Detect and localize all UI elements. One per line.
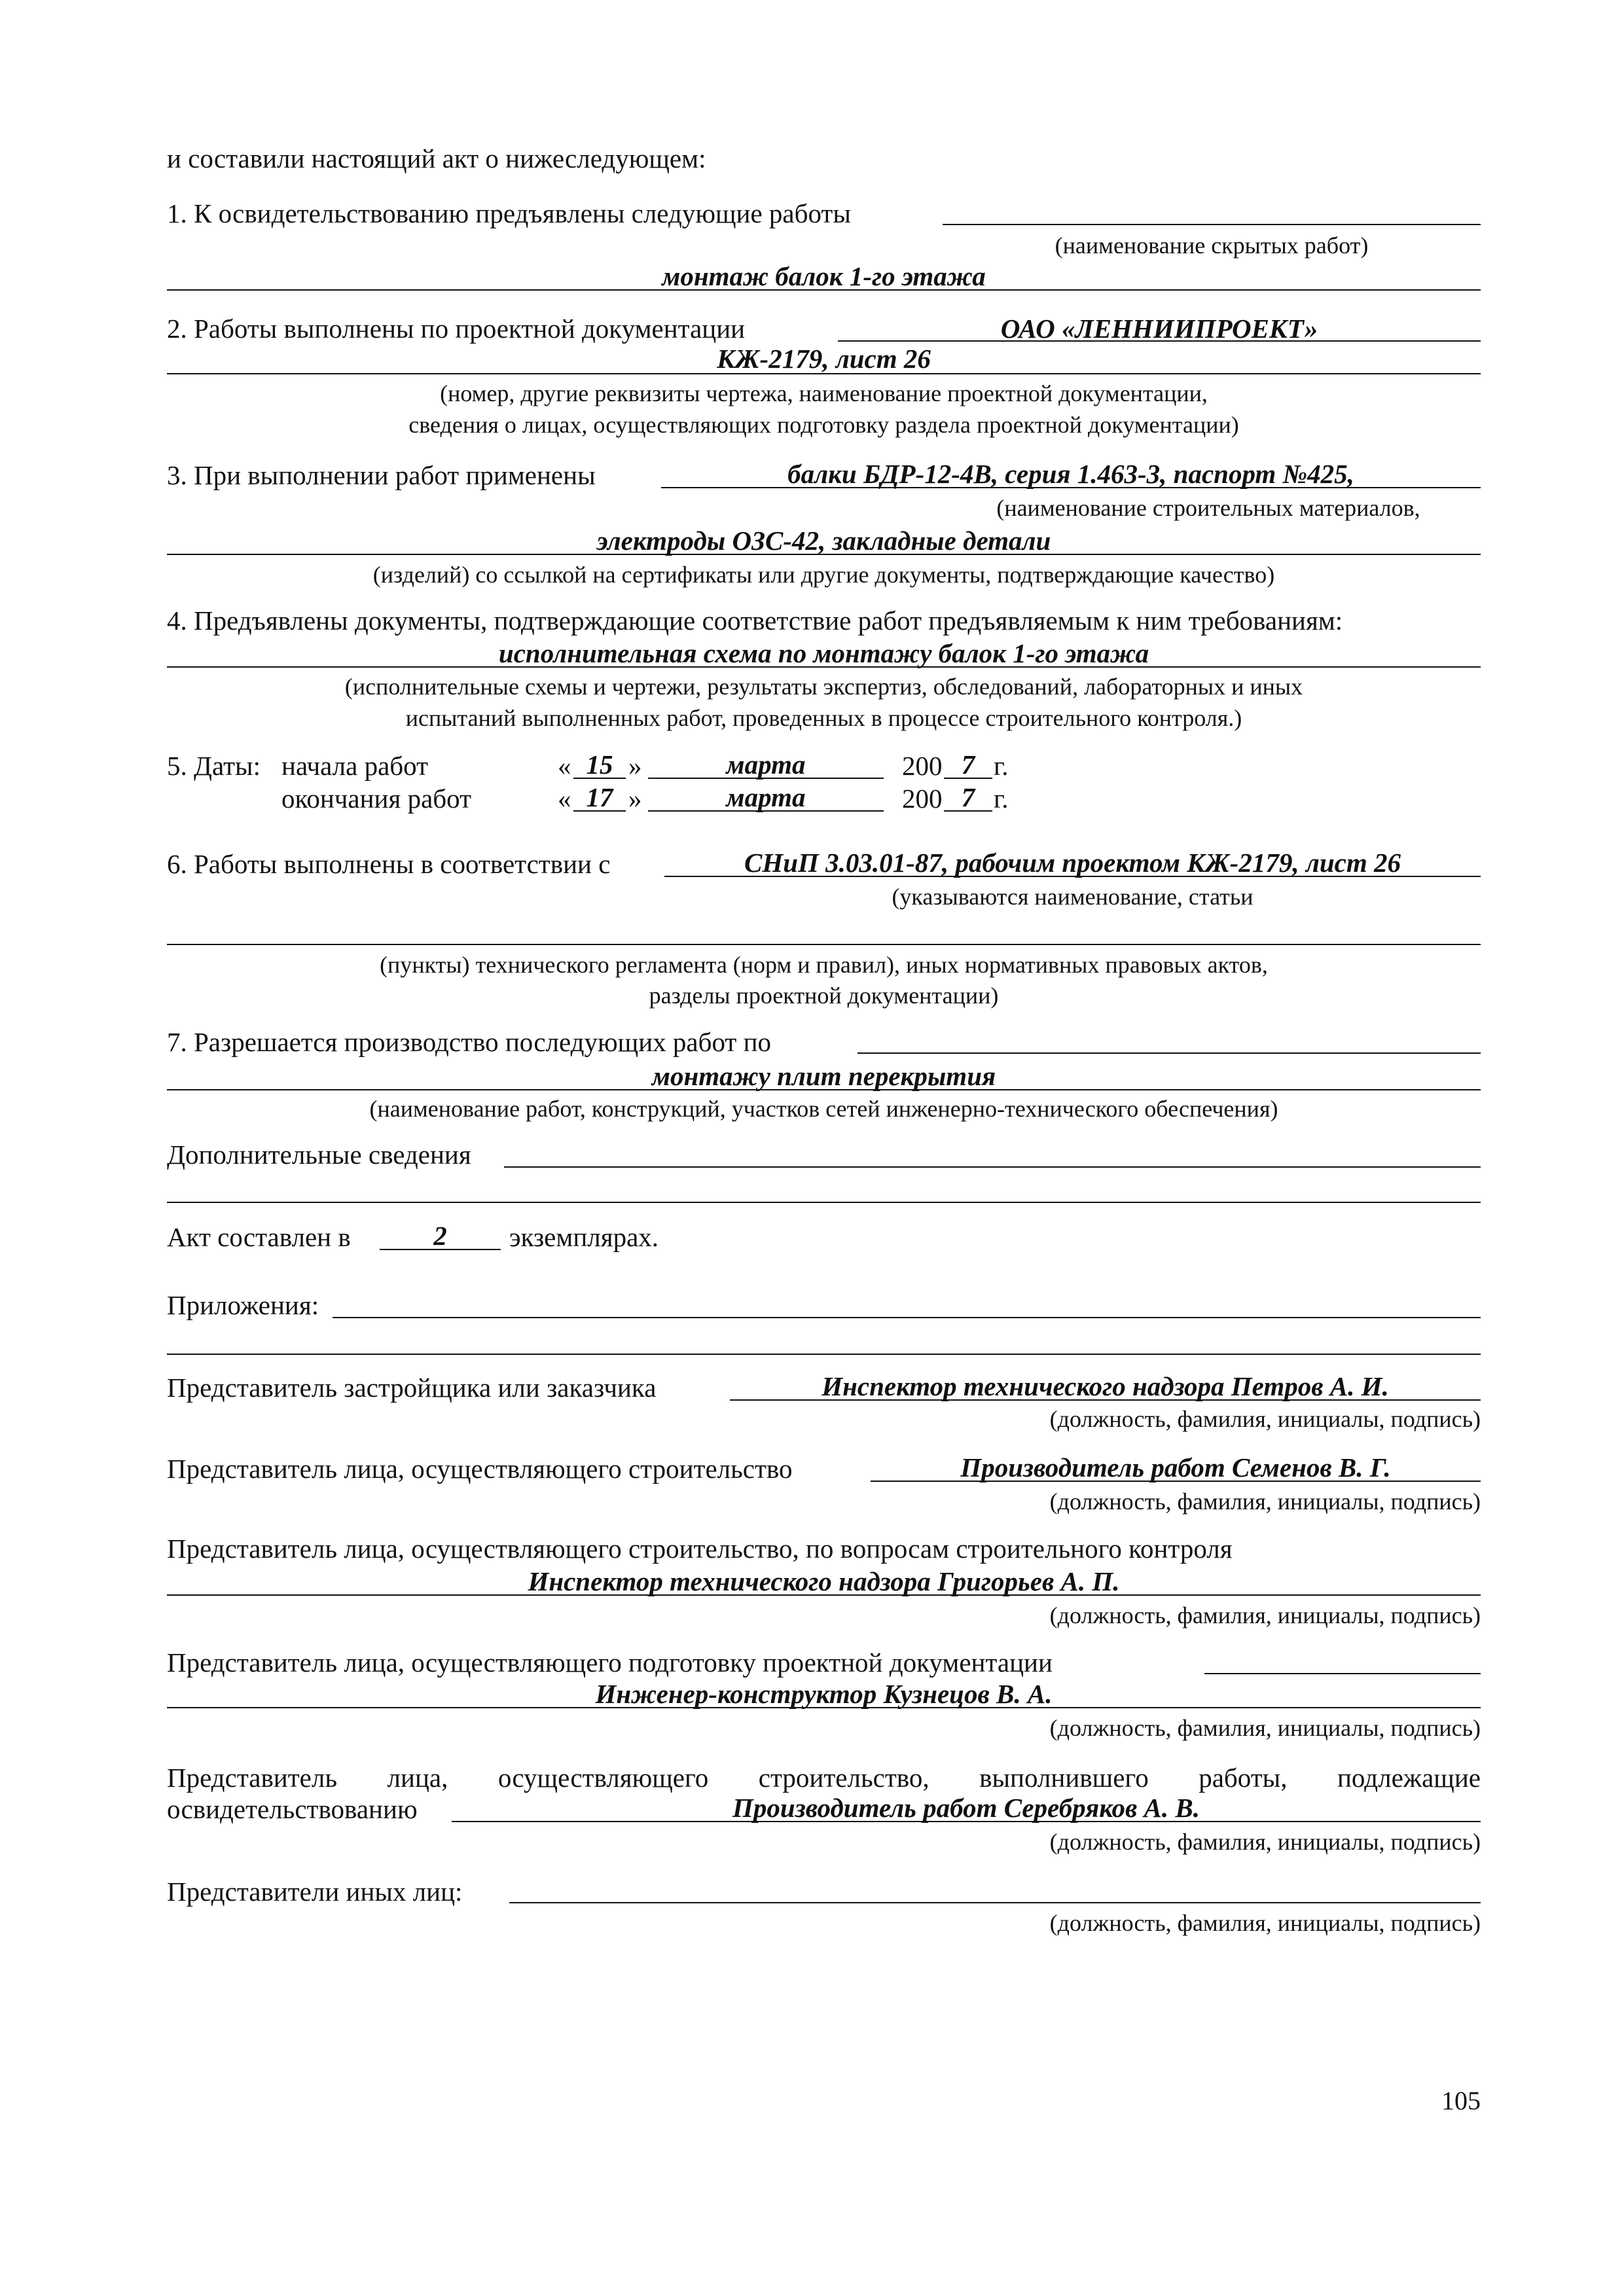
s3-caption-2: (изделий) со ссылкой на сертификаты или другие документы, подтверждающие качество)	[372, 562, 1275, 588]
rep-builder-label: Представитель лица, осуществляющего строительство	[167, 1454, 793, 1484]
rep-design-caption: (должность, фамилия, инициалы, подпись)	[1049, 1715, 1481, 1741]
copies-line	[380, 1249, 501, 1250]
s6-value: СНиП 3.03.01-87, рабочим проектом КЖ-2179, лист 26	[744, 848, 1401, 878]
s5-end-year-prefix: 200	[902, 783, 943, 814]
intro-text: и составили настоящий акт о нижеследующем:	[167, 143, 706, 173]
additional-line-1	[504, 1166, 1481, 1168]
s5-start-day-line	[573, 778, 626, 779]
s5-end-day-line	[573, 810, 626, 812]
s7-label: 7. Разрешается производство последующих работ по	[167, 1027, 772, 1057]
rep-builder-value: Производитель работ Семенов В. Г.	[960, 1452, 1391, 1482]
attachments-line-1	[333, 1317, 1481, 1318]
rep-performer-label-1: Представитель лица, осуществляющего строительство, выполнившего работы, подлежащие	[167, 1763, 1481, 1793]
s5-end-month-line	[648, 810, 884, 812]
s6-caption-2: (пункты) технического регламента (норм и правил), иных нормативных правовых актов,	[380, 952, 1268, 978]
s1-caption: (наименование скрытых работ)	[1055, 232, 1369, 259]
rep-performer-caption: (должность, фамилия, инициалы, подпись)	[1049, 1829, 1481, 1855]
rep-customer-line	[730, 1399, 1481, 1401]
s5-end-open-quote: «	[558, 783, 571, 814]
s5-start-year-prefix: 200	[902, 751, 943, 781]
rep-performer-line	[452, 1821, 1481, 1822]
s5-end-year-line	[944, 810, 992, 812]
rep-control-caption: (должность, фамилия, инициалы, подпись)	[1049, 1602, 1481, 1628]
s2-line-2	[167, 373, 1481, 374]
s7-value: монтажу плит перекрытия	[651, 1061, 996, 1091]
s2-value-1: ОАО «ЛЕННИИПРОЕКТ»	[1000, 314, 1318, 344]
s1-line-2	[167, 289, 1481, 291]
rep-customer-label: Представитель застройщика или заказчика	[167, 1373, 657, 1403]
s5-start-label: начала работ	[281, 751, 429, 781]
s4-value: исполнительная схема по монтажу балок 1-го этажа	[498, 638, 1149, 668]
s6-label: 6. Работы выполнены в соответствии с	[167, 849, 611, 879]
s5-end-year: 7	[961, 782, 975, 812]
s5-start-day: 15	[586, 749, 613, 780]
s5-end-day: 17	[586, 782, 613, 812]
s3-line-1	[661, 487, 1481, 488]
s5-start-year-suffix: г.	[994, 751, 1009, 781]
copies-label-after: экземплярах.	[509, 1222, 659, 1252]
s6-caption-3: разделы проектной документации)	[649, 982, 999, 1009]
rep-customer-value: Инспектор технического надзора Петров А. И.	[821, 1371, 1389, 1401]
s2-label: 2. Работы выполнены по проектной документации	[167, 314, 746, 344]
s5-start-year-line	[944, 778, 992, 779]
s7-line-1	[857, 1052, 1481, 1054]
s5-start-year: 7	[961, 749, 975, 780]
s6-caption-1: (указываются наименование, статьи	[892, 884, 1254, 910]
s7-line-2	[167, 1089, 1481, 1090]
additional-label: Дополнительные сведения	[167, 1140, 471, 1170]
s6-line-2	[167, 944, 1481, 945]
rep-design-label: Представитель лица, осуществляющего подготовку проектной документации	[167, 1647, 1053, 1678]
rep-builder-line	[871, 1481, 1481, 1482]
s3-caption-1: (наименование строительных материалов,	[996, 495, 1420, 521]
s1-value: монтаж балок 1-го этажа	[662, 261, 986, 291]
rep-other-caption: (должность, фамилия, инициалы, подпись)	[1049, 1910, 1481, 1936]
attachments-line-2	[167, 1354, 1481, 1355]
s5-start-close-quote: »	[628, 751, 642, 781]
s2-caption-1: (номер, другие реквизиты чертежа, наименование проектной документации,	[440, 380, 1208, 406]
copies-label-before: Акт составлен в	[167, 1222, 351, 1252]
rep-customer-caption: (должность, фамилия, инициалы, подпись)	[1049, 1406, 1481, 1432]
s3-value-2: электроды ОЗС-42, закладные детали	[596, 526, 1051, 556]
s3-label: 3. При выполнении работ применены	[167, 460, 596, 490]
s2-line-1	[838, 340, 1481, 342]
s4-label: 4. Предъявлены документы, подтверждающие соответствие работ предъявляемым к ним требованиям:	[167, 605, 1343, 636]
rep-control-line	[167, 1594, 1481, 1596]
rep-design-line-1	[1204, 1673, 1481, 1674]
rep-other-line	[509, 1902, 1481, 1903]
rep-control-value: Инспектор технического надзора Григорьев А. П.	[528, 1566, 1120, 1596]
rep-performer-label-2: освидетельствованию	[167, 1794, 418, 1824]
s5-start-open-quote: «	[558, 751, 571, 781]
page-number: 105	[1441, 2086, 1481, 2115]
s4-line	[167, 666, 1481, 668]
attachments-label: Приложения:	[167, 1290, 319, 1320]
rep-other-label: Представители иных лиц:	[167, 1877, 463, 1907]
rep-performer-value: Производитель работ Серебряков А. В.	[732, 1793, 1200, 1823]
s5-start-month: марта	[726, 749, 806, 780]
rep-control-label: Представитель лица, осуществляющего строительство, по вопросам строительного контроля	[167, 1534, 1233, 1564]
copies-value: 2	[433, 1221, 447, 1251]
s5-start-month-line	[648, 778, 884, 779]
s2-caption-2: сведения о лицах, осуществляющих подготовку раздела проектной документации)	[408, 412, 1239, 438]
s5-end-label: окончания работ	[281, 783, 472, 814]
rep-design-value: Инженер-конструктор Кузнецов В. А.	[595, 1679, 1053, 1709]
s4-caption-1: (исполнительные схемы и чертежи, результаты экспертиз, обследований, лабораторных и иных	[344, 674, 1303, 700]
s7-caption: (наименование работ, конструкций, участков сетей инженерно-технического обеспечения)	[369, 1096, 1278, 1122]
rep-builder-caption: (должность, фамилия, инициалы, подпись)	[1049, 1488, 1481, 1515]
s5-end-close-quote: »	[628, 783, 642, 814]
s1-line-1	[943, 224, 1481, 225]
s3-value-1: балки БДР-12-4В, серия 1.463-3, паспорт №425,	[787, 459, 1354, 489]
s4-caption-2: испытаний выполненных работ, проведенных в процессе строительного контроля.)	[405, 705, 1242, 731]
s5-end-year-suffix: г.	[994, 783, 1009, 814]
additional-line-2	[167, 1202, 1481, 1203]
s5-end-month: марта	[726, 782, 806, 812]
s5-label: 5. Даты:	[167, 751, 261, 781]
s6-line-1	[664, 876, 1481, 877]
s1-label: 1. К освидетельствованию предъявлены следующие работы	[167, 198, 851, 228]
rep-design-line-2	[167, 1707, 1481, 1708]
s3-line-2	[167, 554, 1481, 555]
s2-value-2: КЖ-2179, лист 26	[717, 344, 931, 374]
